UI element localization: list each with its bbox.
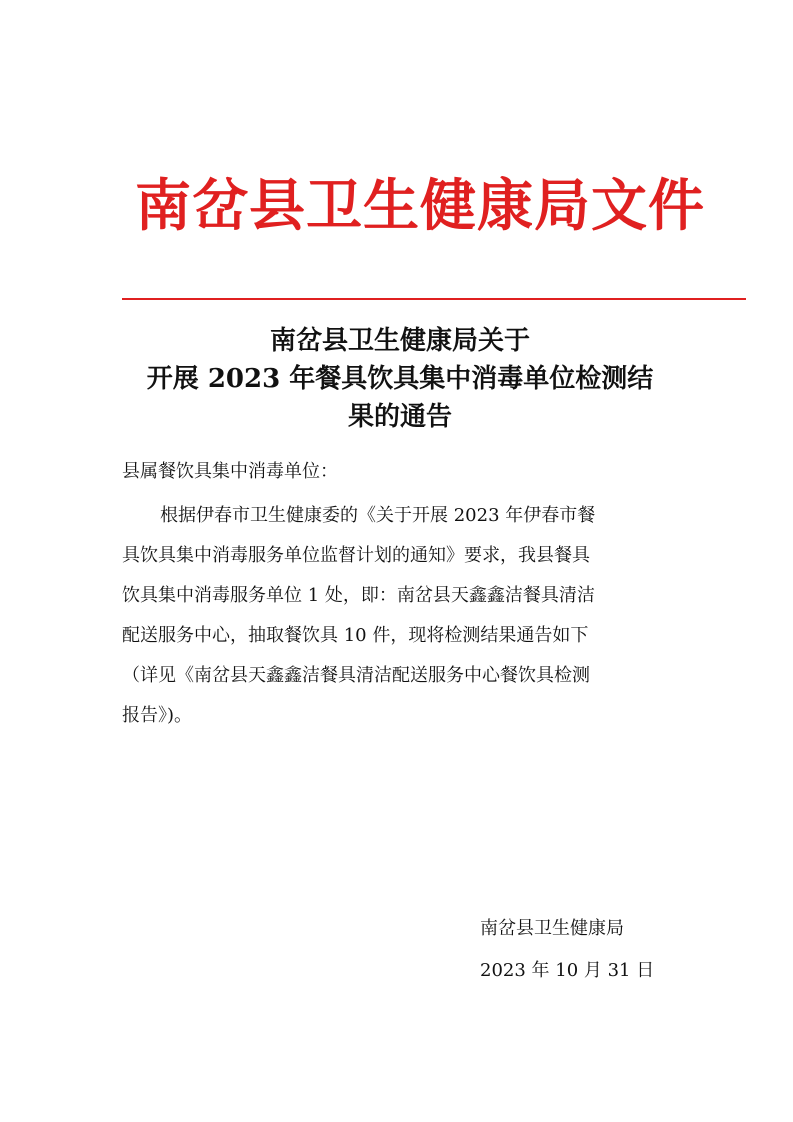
body-line-3: 饮具集中消毒服务单位 1 处，即：南岔县天鑫鑫洁餐具清洁 [122,585,595,606]
body-line-6: 报告》)。 [122,705,193,726]
recipient-line: 县属餐饮具集中消毒单位： [122,461,338,482]
notice-title-line-1: 南岔县卫生健康局关于 [269,326,530,356]
signature-date: 2023 年 10 月 31 日 [480,960,655,981]
body-line-2: 具饮具集中消毒服务单位监督计划的通知》要求，我县餐具 [122,545,590,566]
signature-org: 南岔县卫生健康局 [480,918,624,939]
body-line-4: 配送服务中心，抽取餐饮具 10 件，现将检测结果通告如下 [122,625,589,646]
header-divider-line [122,298,746,300]
notice-title [100,322,700,436]
signature-block [480,908,654,992]
document-header-title: 南岔县卫生健康局文件 [135,173,705,239]
notice-title-line-2: 开展 2023 年餐具饮具集中消毒单位检测结 [146,364,654,394]
notice-title-line-3: 果的通告 [347,402,452,432]
notice-body [122,496,682,736]
body-line-5: （详见《南岔县天鑫鑫洁餐具清洁配送服务中心餐饮具检测 [122,665,590,686]
body-line-1: 根据伊春市卫生健康委的《关于开展 2023 年伊春市餐 [160,505,596,526]
